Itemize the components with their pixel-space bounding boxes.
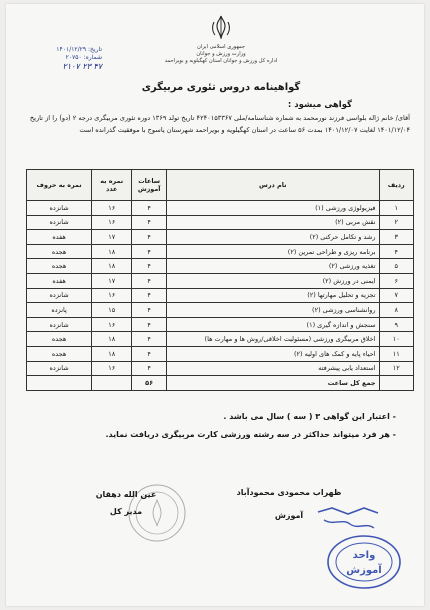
grade-number-cell: ۱۷ xyxy=(92,273,132,288)
table-header-row xyxy=(27,170,414,201)
course-name-cell: نقش مربی (۲) xyxy=(167,215,380,230)
table-row xyxy=(27,273,414,288)
col-course-name: نام درس xyxy=(167,170,380,201)
course-name-cell: تغذیه ورزشی (۲) xyxy=(167,259,380,274)
hours-cell: ۴ xyxy=(132,332,167,347)
row-number-cell: ۴ xyxy=(379,244,413,259)
directorate-line: اداره کل ورزش و جوانان استان کهگیلویه و بویراحمد xyxy=(164,58,278,64)
hours-cell: ۴ xyxy=(132,230,167,245)
col-hours: ساعات آموزش xyxy=(132,170,167,201)
registration-stamp xyxy=(12,46,102,71)
director-name: عین الله دهقان xyxy=(95,490,157,499)
grade-number-cell: ۱۸ xyxy=(92,332,132,347)
table-row xyxy=(27,259,414,274)
col-row-number: ردیف xyxy=(379,170,413,201)
validity-note: - اعتبار این گواهی ۳ ( سه ) سال می باشد . xyxy=(223,412,396,421)
total-row xyxy=(27,376,414,391)
grade-words-cell: شانزده xyxy=(27,215,92,230)
table-row xyxy=(27,230,414,245)
row-number-cell: ۱۲ xyxy=(379,361,413,376)
grade-number-cell: ۱۶ xyxy=(92,215,132,230)
hours-cell: ۴ xyxy=(132,317,167,332)
certify-heading: گواهی میشود : xyxy=(287,100,352,110)
grade-words-cell: شانزده xyxy=(27,317,92,332)
iran-emblem-icon xyxy=(209,14,233,42)
courses-table-body xyxy=(27,201,414,376)
course-name-cell: ایمنی در ورزش (۲) xyxy=(167,273,380,288)
course-name-cell: فیزیولوژی ورزشی (۱) xyxy=(167,201,380,216)
table-row xyxy=(27,303,414,318)
grade-words-cell: هجده xyxy=(27,346,92,361)
certificate-intro-text: آقای/ خانم ژاله بلواسی فرزند نورمحمد به شماره شناسنامه/ملی ۴۲۴۰۱۵۳۳۶۷ تاریخ تولد ۱۳۶۹ دوره تئوری مربیگری درجه ۲ (دو) را از تاریخ ۱۴۰۱/۱۲/۰۴ لغایت ۱۴۰۱/۱۲/۰۷ بمدت ۵۶ ساعت در استان کهگیلویه و بویراحمد شهرستان یاسوج با موفقیت گذرانده است xyxy=(29,114,410,134)
grade-number-cell: ۱۸ xyxy=(92,259,132,274)
stamp-date: تاریخ: ۱۴۰۱/۱۲/۲۹ xyxy=(56,46,102,53)
col-grade-words: نمره به حروف xyxy=(27,170,92,201)
page-title: گواهینامه دروس تئوری مربیگری xyxy=(141,82,301,93)
grade-number-cell: ۱۵ xyxy=(92,303,132,318)
stamp-line-education: آموزش xyxy=(346,565,382,576)
course-name-cell: رشد و تکامل حرکتی (۲) xyxy=(167,230,380,245)
stamp-number: شماره: ۲۰۷۵۰ xyxy=(65,54,102,61)
grade-words-cell: هجده xyxy=(27,244,92,259)
education-unit-stamp-icon xyxy=(304,504,404,594)
table-row xyxy=(27,332,414,347)
course-name-cell: تجزیه و تحلیل مهارتها (۲) xyxy=(167,288,380,303)
row-number-cell: ۹ xyxy=(379,317,413,332)
hours-cell: ۴ xyxy=(132,273,167,288)
hours-cell: ۴ xyxy=(132,259,167,274)
row-number-cell: ۲ xyxy=(379,215,413,230)
grade-words-cell: هجده xyxy=(27,259,92,274)
grade-number-cell: ۱۸ xyxy=(92,346,132,361)
row-number-cell: ۶ xyxy=(379,273,413,288)
grade-number-cell: ۱۶ xyxy=(92,201,132,216)
grade-number-cell: ۱۶ xyxy=(92,317,132,332)
max-fields-note: - هر فرد میتواند حداکثر در سه رشته ورزشی کارت مربیگری دریافت نماید. xyxy=(105,430,396,439)
director-role: مدیر کل xyxy=(109,507,143,516)
hours-cell: ۴ xyxy=(132,201,167,216)
government-header xyxy=(146,44,296,65)
certificate-page xyxy=(6,4,424,606)
course-name-cell: استعداد یابی پیشرفته xyxy=(167,361,380,376)
grade-words-cell: هجده xyxy=(27,332,92,347)
grade-number-cell: ۱۸ xyxy=(92,244,132,259)
education-officer-role: آموزش xyxy=(274,511,304,520)
ministry-line: وزارت ورزش و جوانان xyxy=(196,51,246,57)
row-number-cell: ۳ xyxy=(379,230,413,245)
row-number-cell: ۷ xyxy=(379,288,413,303)
total-label: جمع کل ساعت xyxy=(167,376,380,391)
grade-number-cell: ۱۶ xyxy=(92,288,132,303)
courses-table xyxy=(26,169,414,391)
stamp-handwritten-number: ۴۷ ۲۳ ۲۱۰۷ xyxy=(62,62,102,71)
director-signature-block xyxy=(66,490,186,516)
row-number-cell: ۱ xyxy=(379,201,413,216)
total-hours: ۵۶ xyxy=(132,376,167,391)
course-name-cell: روانشناسی ورزشی (۲) xyxy=(167,303,380,318)
row-number-cell: ۱۱ xyxy=(379,346,413,361)
table-row xyxy=(27,317,414,332)
grade-words-cell: شانزده xyxy=(27,201,92,216)
row-number-cell: ۱۰ xyxy=(379,332,413,347)
grade-words-cell: هفده xyxy=(27,273,92,288)
hours-cell: ۴ xyxy=(132,303,167,318)
hours-cell: ۴ xyxy=(132,244,167,259)
table-row xyxy=(27,244,414,259)
row-number-cell: ۸ xyxy=(379,303,413,318)
grade-words-cell: هفده xyxy=(27,230,92,245)
course-name-cell: احیاء پایه و کمک های اولیه (۲) xyxy=(167,346,380,361)
table-row xyxy=(27,361,414,376)
grade-words-cell: شانزده xyxy=(27,288,92,303)
course-name-cell: سنجش و اندازه گیری (۱) xyxy=(167,317,380,332)
col-grade-number: نمره به عدد xyxy=(92,170,132,201)
table-row xyxy=(27,201,414,216)
hours-cell: ۴ xyxy=(132,361,167,376)
stamp-line-unit: واحد xyxy=(352,550,376,561)
republic-line: جمهوری اسلامی ایران xyxy=(196,44,246,50)
row-number-cell: ۵ xyxy=(379,259,413,274)
grade-words-cell: شانزده xyxy=(27,361,92,376)
course-name-cell: اخلاق مربیگری ورزشی (مسئولیت اخلاقی/روش ها و مهارت ها) xyxy=(167,332,380,347)
grade-number-cell: ۱۷ xyxy=(92,230,132,245)
table-row xyxy=(27,288,414,303)
education-officer-name: ظهراب محمودی محمودآباد xyxy=(236,488,342,497)
hours-cell: ۴ xyxy=(132,288,167,303)
grade-words-cell: پانزده xyxy=(27,303,92,318)
hours-cell: ۴ xyxy=(132,215,167,230)
hours-cell: ۴ xyxy=(132,346,167,361)
table-row xyxy=(27,346,414,361)
grade-number-cell: ۱۶ xyxy=(92,361,132,376)
course-name-cell: برنامه ریزی و طراحی تمرین (۲) xyxy=(167,244,380,259)
table-row xyxy=(27,215,414,230)
